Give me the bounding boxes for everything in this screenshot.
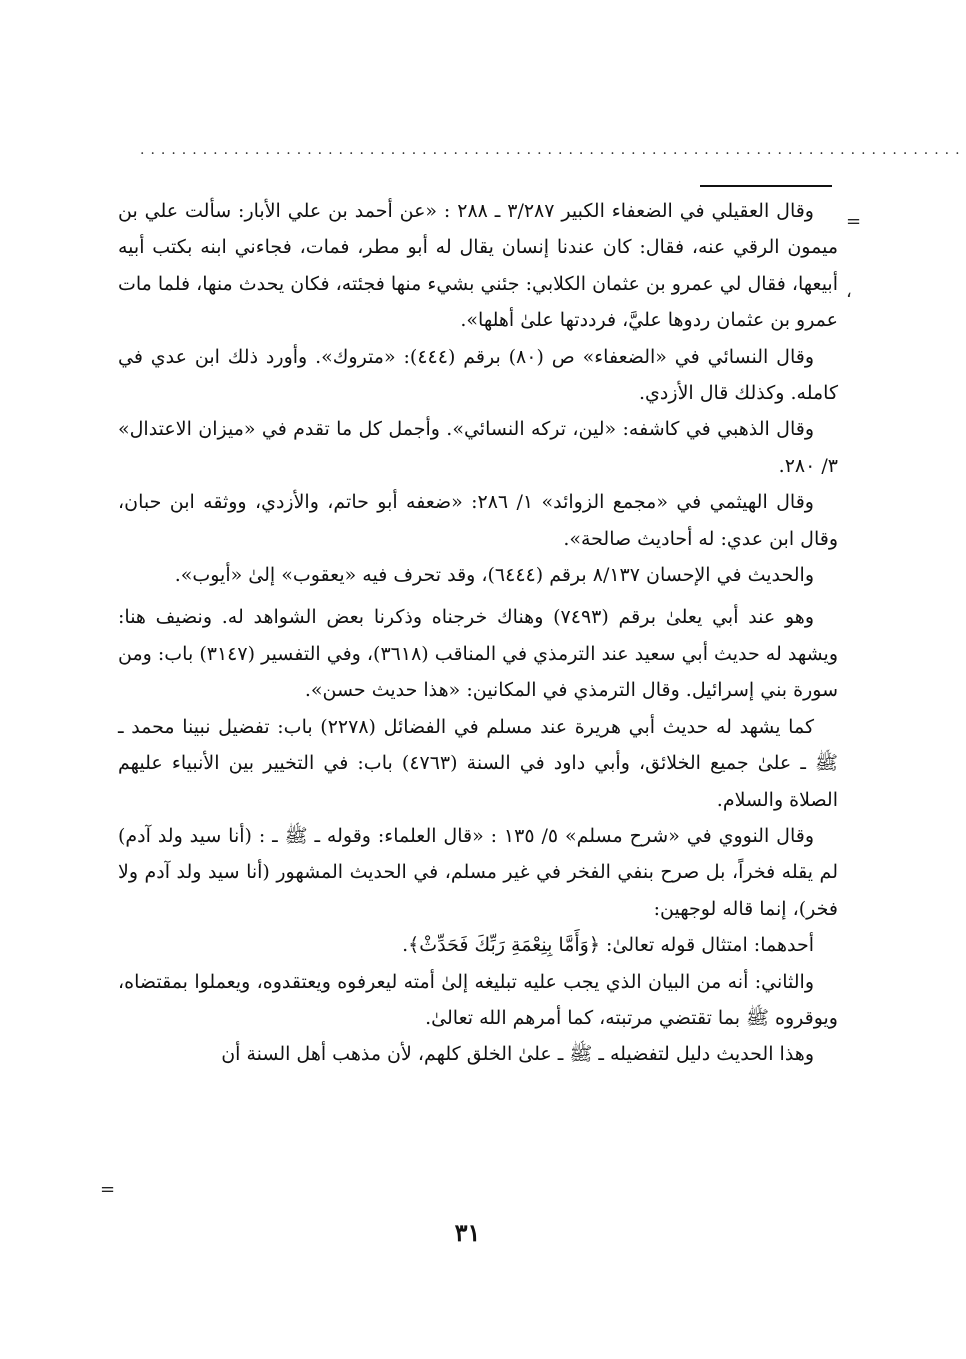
header-dotted-line: ............................................................................... — [140, 142, 966, 158]
paragraph-ihsan: والحديث في الإحسان ٨/١٣٧ برقم (٦٤٤٤)، وقد تحرف فيه «يعقوب» إلىٰ «أيوب». — [174, 564, 814, 587]
continuation-mark-top: = — [846, 211, 862, 232]
paragraph-first-reason: أحدهما: امتثال قوله تعالىٰ: ﴿وَأَمَّا بِنِعْمَةِ رَبِّكَ فَحَدِّثْ﴾. — [402, 934, 814, 957]
margin-mark: ، — [846, 281, 852, 302]
continuation-mark-bottom: = — [100, 1179, 116, 1200]
paragraph-abu-yala: وهو عند أبي يعلىٰ برقم (٧٤٩٣) وهناك خرجناه وذكرنا بعض الشواهد له. ونضيف هنا: ويشهد له حديث أبي سعيد عند الترمذي في المناقب (٣٦١٨)، وفي التفسير (٣١٤٧) باب: ومن سورة بني إسرائيل. وقال الترمذي في المكانين: «هذا حديث حسن». — [118, 606, 838, 702]
footnote-text-block — [118, 193, 838, 1073]
paragraph-conclusion: وهذا الحديث دليل لتفضيله ـ ﷺ ـ علىٰ الخلق كلهم، لأن مذهب أهل السنة أن — [221, 1043, 814, 1066]
paragraph-nawawi: وقال النووي في «شرح مسلم» ٥/ ١٣٥ : «قال العلماء: وقوله ـ ﷺ ـ : (أنا سيد ولد آدم) لم يقله فخراً، بل صرح بنفي الفخر في غير مسلم، في الحديث المشهور (أنا سيد ولد آدم ولا فخر)، إنما قاله لوجهين: — [118, 824, 838, 920]
paragraph-nasai: وقال النسائي في «الضعفاء» ص (٨٠) برقم (٤٤٤): «متروك». وأورد ذلك ابن عدي في كامله. وكذلك قال الأزدي. — [118, 345, 838, 405]
paragraph-haythami: وقال الهيثمي في «مجمع الزوائد» ١/ ٢٨٦: «ضعفه أبو حاتم، والأزدي، ووثقه ابن حبان، وقال ابن عدي: له أحاديث صالحة». — [118, 491, 838, 550]
footnote-separator-rule — [700, 185, 832, 187]
page-number: ٣١ — [454, 1218, 481, 1247]
paragraph-aqili: وقال العقيلي في الضعفاء الكبير ٣/٢٨٧ ـ ٢٨٨ : «عن أحمد بن علي الأبار: سألت علي بن ميمون الرقي عنه، فقال: كان عندنا إنسان يقال له أبو مطر، فمات، فجاءني ابنه بكتب أبيه أبيعها، فقال لي عمرو بن عثمان الكلابي: جئني بشيء منها فجئته، فكان يحدث منها، فلما مات عمرو بن عثمان ردوها عليَّ، فرددتها علىٰ أهلها». — [118, 200, 838, 332]
paragraph-second-reason: والثاني: أنه من البيان الذي يجب عليه تبليغه إلىٰ أمته ليعرفوه ويعتقدوه، ويعملوا بمقتضاه، ويوقروه ﷺ بما تقتضي مرتبته، كما أمرهم الله تعالىٰ. — [118, 970, 838, 1029]
paragraph-abu-hurayra: كما يشهد له حديث أبي هريرة عند مسلم في الفضائل (٢٢٧٨) باب: تفضيل نبينا محمد ـ ﷺ ـ علىٰ جميع الخلائق، وأبي داود في السنة (٤٧٦٣) باب: في التخيير بين الأنبياء عليهم الصلاة والسلام. — [118, 715, 838, 811]
paragraph-dhahabi: وقال الذهبي في كاشفه: «لين، تركه النسائي». وأجمل كل ما تقدم في «ميزان الاعتدال» ٣/ ٢٨٠. — [118, 418, 838, 477]
